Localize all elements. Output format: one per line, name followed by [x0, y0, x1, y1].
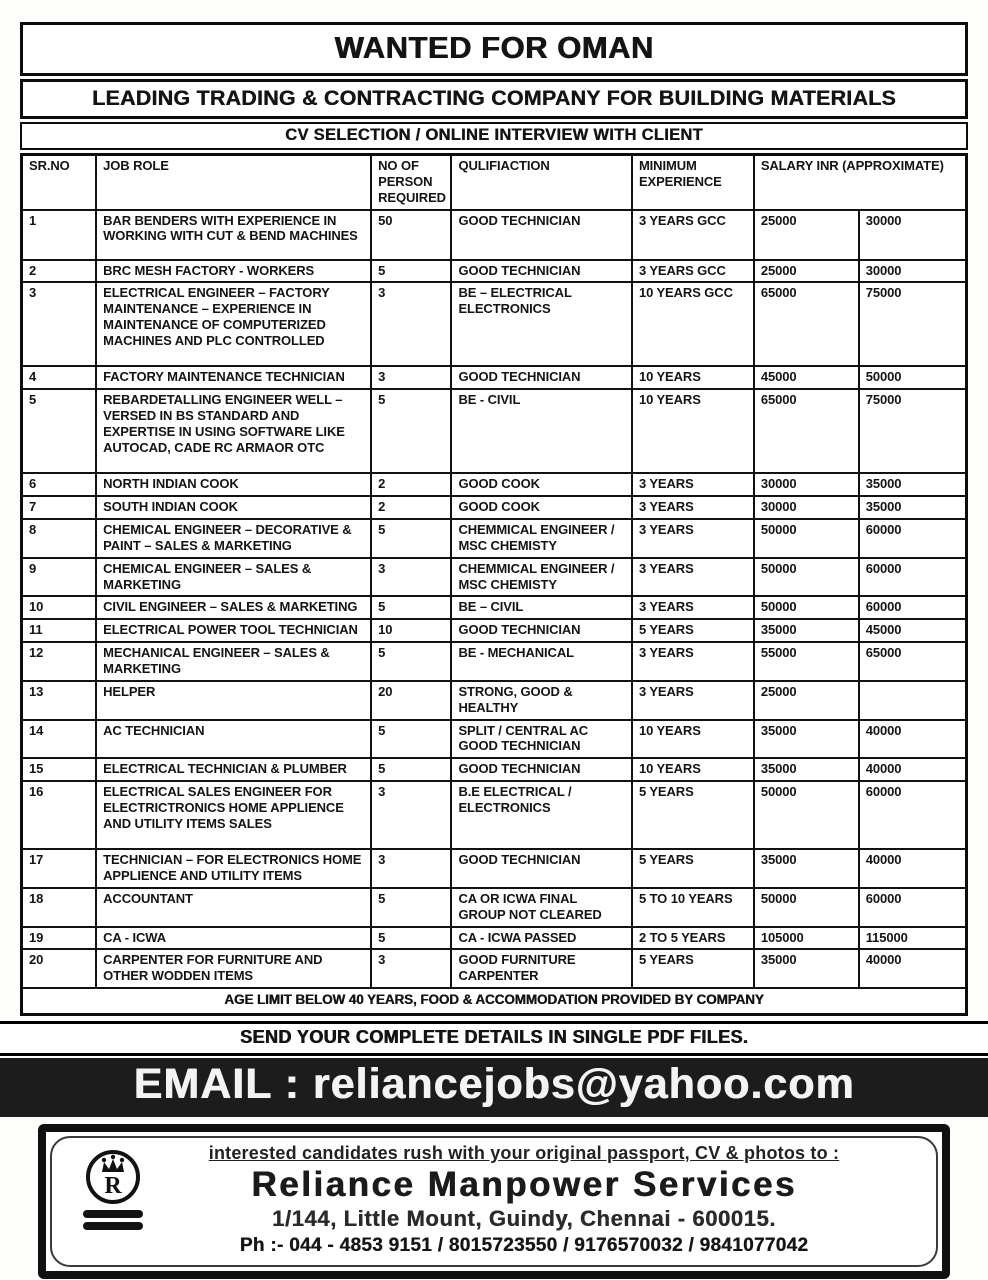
cell-experience: 3 YEARS	[632, 558, 754, 597]
cell-experience: 10 YEARS	[632, 758, 754, 781]
cell-experience: 3 YEARS	[632, 473, 754, 496]
cell-qualification: GOOD TECHNICIAN	[451, 619, 631, 642]
cell-qualification: GOOD TECHNICIAN	[451, 366, 631, 389]
cell-srno: 2	[22, 260, 97, 283]
cell-salary-max: 75000	[859, 389, 967, 473]
cell-job-role: REBARDETALLING ENGINEER WELL – VERSED IN BS STANDARD AND EXPERTISE IN USING SOFTWARE LIKE AUTOCAD, CADE RC ARMAOR OTC	[96, 389, 371, 473]
title-banner	[20, 22, 968, 76]
cell-job-role: MECHANICAL ENGINEER – SALES & MARKETING	[96, 642, 371, 681]
cell-experience: 5 TO 10 YEARS	[632, 888, 754, 927]
cell-no-of-person: 5	[371, 519, 451, 558]
cell-job-role: TECHNICIAN – FOR ELECTRONICS HOME APPLIENCE AND UTILITY ITEMS	[96, 849, 371, 888]
company-description: LEADING TRADING & CONTRACTING COMPANY FOR BUILDING MATERIALS	[92, 86, 896, 110]
table-row	[22, 927, 967, 950]
cell-no-of-person: 5	[371, 389, 451, 473]
cell-job-role: ELECTRICAL SALES ENGINEER FOR ELECTRICTRONICS HOME APPLIENCE AND UTILITY ITEMS SALES	[96, 781, 371, 849]
cell-experience: 3 YEARS	[632, 519, 754, 558]
cell-salary-min: 65000	[754, 282, 859, 366]
table-row	[22, 389, 967, 473]
agency-name: Reliance Manpower Services	[251, 1164, 797, 1204]
cell-job-role: CARPENTER FOR FURNITURE AND OTHER WODDEN ITEMS	[96, 949, 371, 988]
cell-salary-max: 30000	[859, 260, 967, 283]
cell-salary-min: 35000	[754, 720, 859, 759]
cell-salary-max: 40000	[859, 758, 967, 781]
table-row	[22, 619, 967, 642]
cell-qualification: STRONG, GOOD & HEALTHY	[451, 681, 631, 720]
cell-qualification: CA - ICWA PASSED	[451, 927, 631, 950]
cell-job-role: ELECTRICAL POWER TOOL TECHNICIAN	[96, 619, 371, 642]
agency-address: 1/144, Little Mount, Guindy, Chennai - 600015.	[272, 1205, 776, 1231]
cell-qualification: BE – ELECTRICAL ELECTRONICS	[451, 282, 631, 366]
cell-salary-min: 35000	[754, 949, 859, 988]
cell-salary-max: 45000	[859, 619, 967, 642]
agency-phone-numbers: Ph :- 044 - 4853 9151 / 8015723550 / 9176570032 / 9841077042	[239, 1234, 809, 1256]
cell-job-role: ELECTRICAL ENGINEER – FACTORY MAINTENANCE – EXPERIENCE IN MAINTENANCE OF COMPUTERIZED MACHINES AND PLC CONTROLLED	[96, 282, 371, 366]
cell-srno: 20	[22, 949, 97, 988]
cell-job-role: NORTH INDIAN COOK	[96, 473, 371, 496]
job-table-body	[22, 210, 967, 989]
cell-salary-max: 50000	[859, 366, 967, 389]
table-row	[22, 473, 967, 496]
cell-qualification: GOOD COOK	[451, 473, 631, 496]
table-row	[22, 849, 967, 888]
pdf-instruction-text: SEND YOUR COMPLETE DETAILS IN SINGLE PDF FILES.	[239, 1026, 749, 1047]
col-header-srno: SR.NO	[22, 155, 97, 210]
cell-job-role: CA - ICWA	[96, 927, 371, 950]
col-header-no-of-person: NO OF PERSON REQUIRED	[371, 155, 451, 210]
cell-qualification: CA OR ICWA FINAL GROUP NOT CLEARED	[451, 888, 631, 927]
cell-job-role: SOUTH INDIAN COOK	[96, 496, 371, 519]
cell-qualification: SPLIT / CENTRAL AC GOOD TECHNICIAN	[451, 720, 631, 759]
cell-salary-max: 35000	[859, 496, 967, 519]
cell-no-of-person: 5	[371, 927, 451, 950]
cell-srno: 3	[22, 282, 97, 366]
cell-salary-max: 35000	[859, 473, 967, 496]
cell-srno: 4	[22, 366, 97, 389]
cell-srno: 19	[22, 927, 97, 950]
cell-qualification: CHEMMICAL ENGINEER / MSC CHEMISTY	[451, 519, 631, 558]
table-row	[22, 949, 967, 988]
cell-experience: 3 YEARS	[632, 681, 754, 720]
agency-logo-crown-icon	[80, 1148, 146, 1234]
selection-note: CV SELECTION / ONLINE INTERVIEW WITH CLIENT	[285, 126, 703, 144]
table-row	[22, 282, 967, 366]
cell-no-of-person: 3	[371, 282, 451, 366]
cell-srno: 12	[22, 642, 97, 681]
cell-srno: 10	[22, 596, 97, 619]
cell-srno: 1	[22, 210, 97, 260]
cell-salary-max: 30000	[859, 210, 967, 260]
cell-experience: 3 YEARS GCC	[632, 210, 754, 260]
cell-srno: 7	[22, 496, 97, 519]
cell-qualification: GOOD COOK	[451, 496, 631, 519]
cell-salary-max: 75000	[859, 282, 967, 366]
cell-no-of-person: 5	[371, 260, 451, 283]
table-row	[22, 260, 967, 283]
cell-qualification: CHEMMICAL ENGINEER / MSC CHEMISTY	[451, 558, 631, 597]
pdf-instruction-banner	[0, 1021, 988, 1056]
svg-text:R: R	[104, 1172, 122, 1199]
age-limit-note: AGE LIMIT BELOW 40 YEARS, FOOD & ACCOMMODATION PROVIDED BY COMPANY	[22, 988, 967, 1014]
cell-srno: 8	[22, 519, 97, 558]
cell-no-of-person: 3	[371, 781, 451, 849]
cell-salary-max: 60000	[859, 558, 967, 597]
cell-no-of-person: 2	[371, 496, 451, 519]
cell-job-role: ACCOUNTANT	[96, 888, 371, 927]
cell-salary-min: 25000	[754, 260, 859, 283]
cell-no-of-person: 3	[371, 849, 451, 888]
cell-srno: 18	[22, 888, 97, 927]
cell-qualification: BE - CIVIL	[451, 389, 631, 473]
cell-salary-min: 50000	[754, 888, 859, 927]
cell-salary-min: 35000	[754, 619, 859, 642]
cell-srno: 5	[22, 389, 97, 473]
table-row	[22, 558, 967, 597]
cell-experience: 5 YEARS	[632, 619, 754, 642]
cell-no-of-person: 20	[371, 681, 451, 720]
cell-experience: 10 YEARS	[632, 720, 754, 759]
cell-qualification: BE - MECHANICAL	[451, 642, 631, 681]
cell-no-of-person: 2	[371, 473, 451, 496]
cell-experience: 10 YEARS	[632, 389, 754, 473]
cell-salary-min: 45000	[754, 366, 859, 389]
cell-salary-max: 40000	[859, 849, 967, 888]
cell-salary-min: 35000	[754, 849, 859, 888]
cell-salary-min: 65000	[754, 389, 859, 473]
cell-experience: 5 YEARS	[632, 849, 754, 888]
cell-salary-max: 40000	[859, 949, 967, 988]
cell-no-of-person: 3	[371, 366, 451, 389]
cell-experience: 5 YEARS	[632, 949, 754, 988]
cell-no-of-person: 5	[371, 596, 451, 619]
cell-srno: 9	[22, 558, 97, 597]
agency-contact-frame	[38, 1124, 950, 1279]
cell-job-role: BAR BENDERS WITH EXPERIENCE IN WORKING WITH CUT & BEND MACHINES	[96, 210, 371, 260]
cell-salary-min: 50000	[754, 781, 859, 849]
table-footer-row	[22, 988, 967, 1014]
cell-job-role: HELPER	[96, 681, 371, 720]
cell-qualification: GOOD TECHNICIAN	[451, 210, 631, 260]
cell-salary-max: 40000	[859, 720, 967, 759]
page-title: WANTED FOR OMAN	[334, 30, 654, 65]
cell-salary-min: 25000	[754, 210, 859, 260]
table-row	[22, 720, 967, 759]
cv-selection-banner	[20, 122, 968, 150]
cell-experience: 5 YEARS	[632, 781, 754, 849]
table-row	[22, 210, 967, 260]
cell-no-of-person: 5	[371, 888, 451, 927]
agency-text-block	[70, 1143, 918, 1257]
table-row	[22, 758, 967, 781]
cell-no-of-person: 3	[371, 558, 451, 597]
cell-experience: 3 YEARS	[632, 596, 754, 619]
subtitle-banner	[20, 79, 968, 119]
cell-salary-min: 35000	[754, 758, 859, 781]
email-address-text: EMAIL : reliancejobs@yahoo.com	[133, 1059, 855, 1108]
cell-no-of-person: 3	[371, 949, 451, 988]
cell-salary-max: 115000	[859, 927, 967, 950]
cell-salary-max	[859, 681, 967, 720]
cell-srno: 6	[22, 473, 97, 496]
cell-salary-min: 25000	[754, 681, 859, 720]
cell-srno: 16	[22, 781, 97, 849]
cell-job-role: ELECTRICAL TECHNICIAN & PLUMBER	[96, 758, 371, 781]
cell-job-role: AC TECHNICIAN	[96, 720, 371, 759]
cell-srno: 14	[22, 720, 97, 759]
col-header-salary: SALARY INR (APPROXIMATE)	[754, 155, 967, 210]
job-table	[20, 153, 968, 1016]
table-row	[22, 366, 967, 389]
table-row	[22, 596, 967, 619]
cell-qualification: GOOD FURNITURE CARPENTER	[451, 949, 631, 988]
table-row	[22, 519, 967, 558]
cell-salary-max: 60000	[859, 596, 967, 619]
table-row	[22, 888, 967, 927]
cell-no-of-person: 5	[371, 642, 451, 681]
cell-srno: 13	[22, 681, 97, 720]
cell-salary-min: 50000	[754, 519, 859, 558]
table-row	[22, 681, 967, 720]
cell-salary-min: 30000	[754, 496, 859, 519]
cell-salary-min: 50000	[754, 558, 859, 597]
cell-experience: 3 YEARS	[632, 496, 754, 519]
cell-job-role: FACTORY MAINTENANCE TECHNICIAN	[96, 366, 371, 389]
cell-job-role: CHEMICAL ENGINEER – SALES & MARKETING	[96, 558, 371, 597]
cell-salary-max: 60000	[859, 888, 967, 927]
cell-qualification: GOOD TECHNICIAN	[451, 260, 631, 283]
cell-qualification: GOOD TECHNICIAN	[451, 849, 631, 888]
cell-salary-min: 50000	[754, 596, 859, 619]
cell-salary-max: 60000	[859, 519, 967, 558]
cell-srno: 15	[22, 758, 97, 781]
cell-experience: 10 YEARS GCC	[632, 282, 754, 366]
cell-job-role: CIVIL ENGINEER – SALES & MARKETING	[96, 596, 371, 619]
email-banner	[0, 1058, 988, 1117]
cell-salary-min: 55000	[754, 642, 859, 681]
cell-no-of-person: 10	[371, 619, 451, 642]
cell-experience: 3 YEARS GCC	[632, 260, 754, 283]
cell-salary-min: 105000	[754, 927, 859, 950]
cell-qualification: BE – CIVIL	[451, 596, 631, 619]
cell-no-of-person: 50	[371, 210, 451, 260]
table-row	[22, 781, 967, 849]
table-row	[22, 496, 967, 519]
cell-salary-max: 60000	[859, 781, 967, 849]
col-header-experience: MINIMUM EXPERIENCE	[632, 155, 754, 210]
col-header-qualification: QULIFIACTION	[451, 155, 631, 210]
agency-intro-line: interested candidates rush with your original passport, CV & photos to :	[208, 1142, 840, 1163]
col-header-job-role: JOB ROLE	[96, 155, 371, 210]
cell-salary-min: 30000	[754, 473, 859, 496]
cell-salary-max: 65000	[859, 642, 967, 681]
cell-srno: 17	[22, 849, 97, 888]
cell-experience: 2 TO 5 YEARS	[632, 927, 754, 950]
cell-srno: 11	[22, 619, 97, 642]
table-row	[22, 642, 967, 681]
table-header-row	[22, 155, 967, 210]
cell-no-of-person: 5	[371, 720, 451, 759]
cell-qualification: B.E ELECTRICAL / ELECTRONICS	[451, 781, 631, 849]
agency-contact-box	[50, 1136, 938, 1267]
cell-qualification: GOOD TECHNICIAN	[451, 758, 631, 781]
cell-job-role: BRC MESH FACTORY - WORKERS	[96, 260, 371, 283]
cell-job-role: CHEMICAL ENGINEER – DECORATIVE & PAINT – SALES & MARKETING	[96, 519, 371, 558]
cell-experience: 10 YEARS	[632, 366, 754, 389]
cell-experience: 3 YEARS	[632, 642, 754, 681]
cell-no-of-person: 5	[371, 758, 451, 781]
